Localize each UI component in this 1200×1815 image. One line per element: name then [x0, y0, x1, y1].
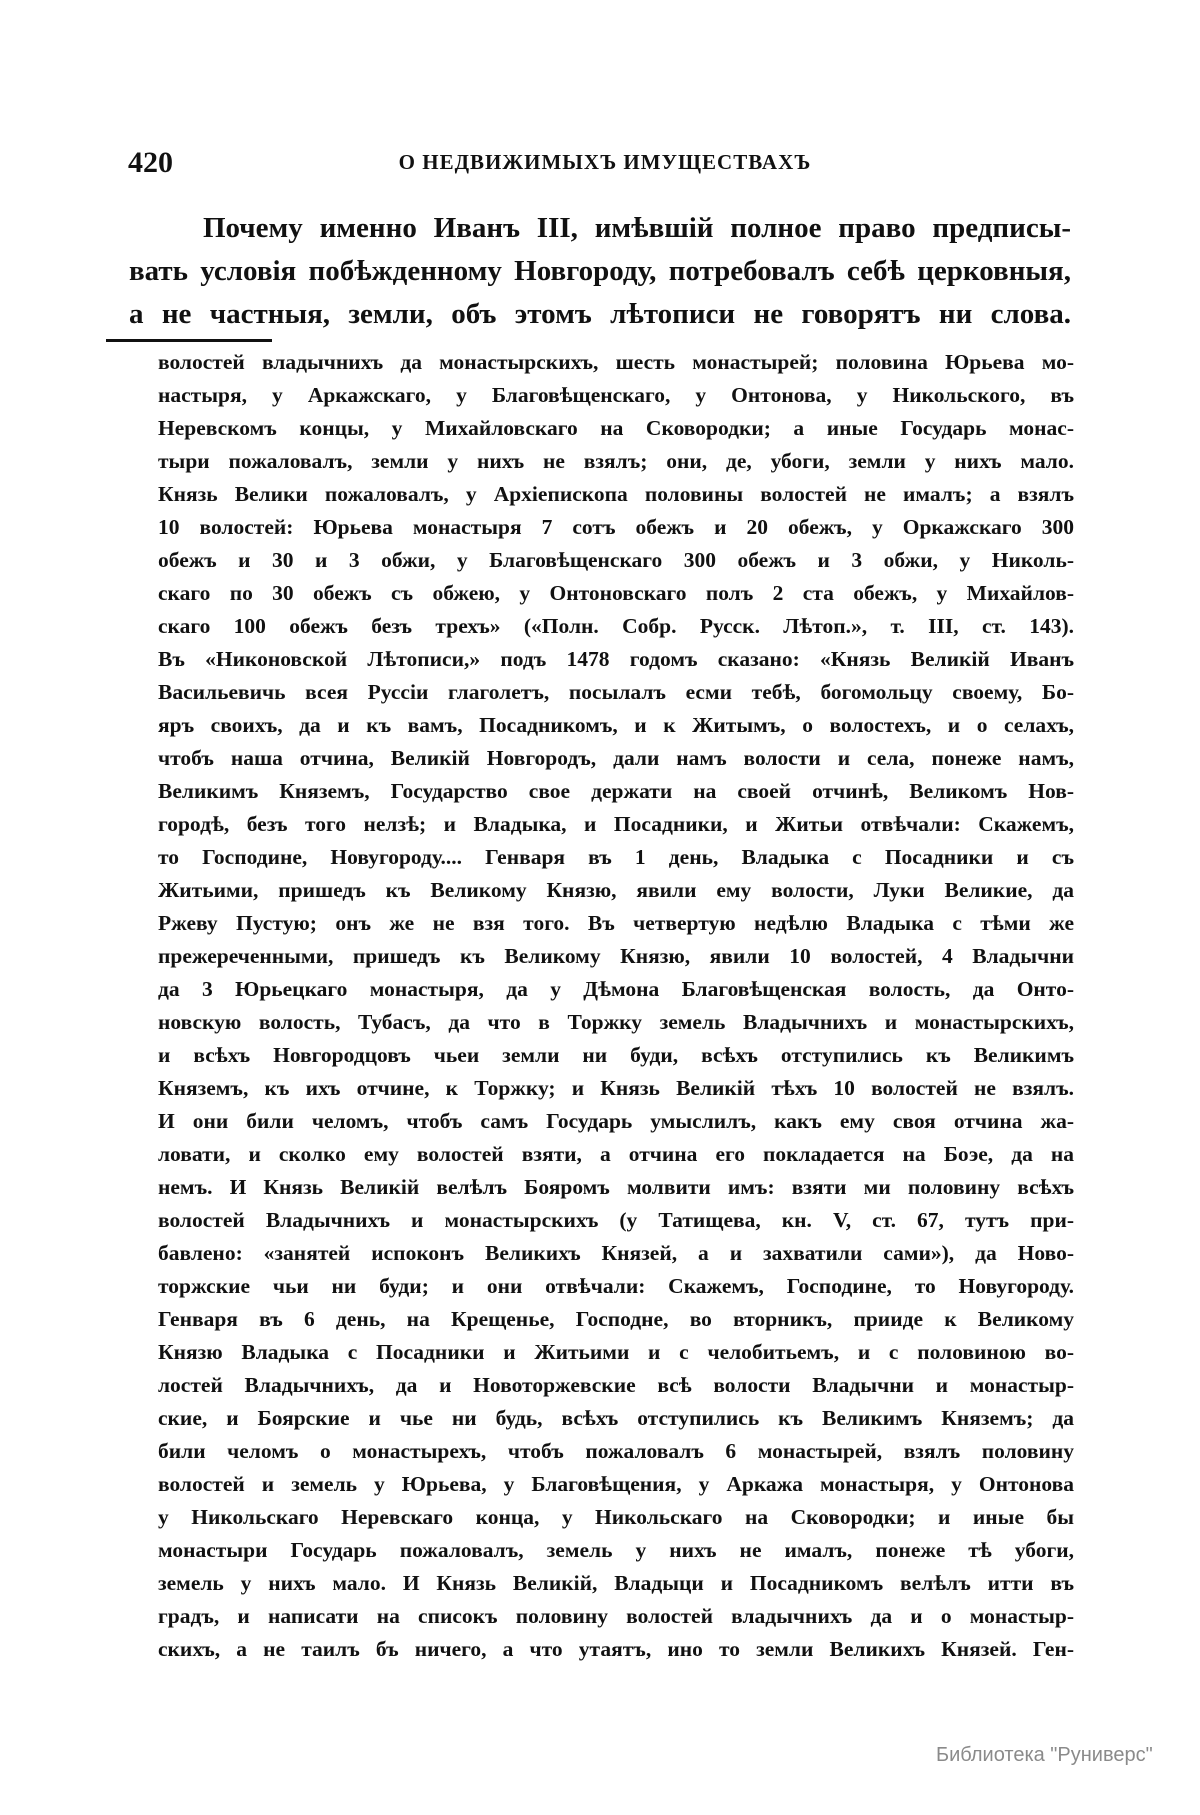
text-line: Почему именно Иванъ III, имѣвшій полное право предписы- [203, 212, 1071, 244]
footnote-line: Житьими, пришедъ къ Великому Князю, явили ему волости, Луки Великие, да [158, 878, 1074, 902]
footnote-line: градъ, и написати на списокъ половину волостей владычнихъ да и о монастыр- [158, 1604, 1074, 1628]
page-number: 420 [128, 146, 173, 179]
footnote-line: И они били челомъ, чтобъ самъ Государь умыслилъ, какъ ему своя отчина жа- [158, 1109, 1074, 1133]
footnote-line: волостей владычнихъ да монастырскихъ, шесть монастырей; половина Юрьева мо- [158, 350, 1074, 374]
footnote-line: волостей Владычнихъ и монастырскихъ (у Татищева, кн. V, ст. 67, тутъ при- [158, 1208, 1074, 1232]
footnote-line: Генваря въ 6 день, на Крещенье, Господне, во вторникъ, прииде к Великому [158, 1307, 1074, 1331]
footnote-line: Ржеву Пустую; онъ же не взя того. Въ четвертую недѣлю Владыка с тѣми же [158, 911, 1074, 935]
footnote-line: обежъ и 30 и 3 обжи, у Благовѣщенскаго 300 обежъ и 3 обжи, у Николь- [158, 548, 1074, 572]
footnote-line: и всѣхъ Новгородцовъ чьеи земли ни буди, всѣхъ отступились къ Великимъ [158, 1043, 1074, 1067]
footnote-line: новскую волость, Тубасъ, да что в Торжку земель Владычнихъ и монастырскихъ, [158, 1010, 1074, 1034]
footnote-divider [106, 339, 272, 342]
footnote-line: городѣ, безъ того нелзѣ; и Владыка, и Посадники, и Житьи отвѣчали: Скажемъ, [158, 812, 1074, 836]
main-paragraph [129, 207, 1071, 336]
footnote-line: немъ. И Князь Великій велѣлъ Бояромъ молвити имъ: взяти ми половину всѣхъ [158, 1175, 1074, 1199]
text-line: вать условія побѣжденному Новгороду, потребовалъ себѣ церковныя, [129, 255, 1071, 287]
footnote-line: ские, и Боярские и чье ни будь, всѣхъ отступились къ Великимъ Княземъ; да [158, 1406, 1074, 1430]
footnote-line: скаго 100 обежъ безъ трехъ» («Полн. Собр. Русск. Лѣтоп.», т. III, ст. 143). [158, 614, 1074, 638]
footnote-line: торжские чьи ни буди; и они отвѣчали: Скажемъ, Господине, то Новугороду. [158, 1274, 1074, 1298]
footnote-line: Великимъ Княземъ, Государство свое держати на своей отчинѣ, Великомъ Нов- [158, 779, 1074, 803]
library-watermark: Библиотека "Руниверс" [936, 1744, 1153, 1766]
footnote-line: тыри пожаловалъ, земли у нихъ не взялъ; они, де, убоги, земли у нихъ мало. [158, 449, 1074, 473]
footnote-line: то Господине, Новугороду.... Генваря въ 1 день, Владыка с Посадники и съ [158, 845, 1074, 869]
footnote-line: Княземъ, къ ихъ отчине, к Торжку; и Князь Великій тѣхъ 10 волостей не взялъ. [158, 1076, 1074, 1100]
footnote-line: ловати, и сколко ему волостей взяти, а отчина его покладается на Боэе, да на [158, 1142, 1074, 1166]
footnote-line: били челомъ о монастырехъ, чтобъ пожаловалъ 6 монастырей, взялъ половину [158, 1439, 1074, 1463]
footnote-line: да 3 Юрьецкаго монастыря, да у Дѣмона Благовѣщенская волость, да Онто- [158, 977, 1074, 1001]
footnote [158, 346, 1074, 1666]
footnote-line: Князь Велики пожаловалъ, у Архіепископа половины волостей не ималъ; а взялъ [158, 482, 1074, 506]
footnote-line: настыря, у Аркажскаго, у Благовѣщенскаго, у Онтонова, у Никольского, въ [158, 383, 1074, 407]
footnote-line: земель у нихъ мало. И Князь Великій, Владыци и Посадникомъ велѣлъ итти въ [158, 1571, 1074, 1595]
footnote-line: прежереченными, пришедъ къ Великому Князю, явили 10 волостей, 4 Владычни [158, 944, 1074, 968]
footnote-line: чтобъ наша отчина, Великій Новгородъ, дали намъ волости и села, понеже намъ, [158, 746, 1074, 770]
footnote-line: 10 волостей: Юрьева монастыря 7 сотъ обежъ и 20 обежъ, у Оркажскаго 300 [158, 515, 1074, 539]
footnote-line: Неревскомъ концы, у Михайловскаго на Сковородки; а иные Государь монас- [158, 416, 1074, 440]
running-head: О НЕДВИЖИМЫХЪ ИМУЩЕСТВАХЪ [398, 150, 812, 174]
text-line: а не частныя, земли, объ этомъ лѣтописи не говорятъ ни слова. [129, 298, 1071, 330]
footnote-line: скаго по 30 обежъ съ обжею, у Онтоновскаго полъ 2 ста обежъ, у Михайлов- [158, 581, 1074, 605]
footnote-line: скихъ, а не таилъ бъ ничего, а что утаятъ, ино то земли Великихъ Князей. Ген- [158, 1637, 1074, 1661]
footnote-line: бавлено: «занятей испоконъ Великихъ Князей, а и захватили сами»), да Ново- [158, 1241, 1074, 1265]
footnote-line: монастыри Государь пожаловалъ, земель у нихъ не ималъ, понеже тѣ убоги, [158, 1538, 1074, 1562]
footnote-line: волостей и земель у Юрьева, у Благовѣщения, у Аркажа монастыря, у Онтонова [158, 1472, 1074, 1496]
footnote-line: Въ «Никоновской Лѣтописи,» подъ 1478 годомъ сказано: «Князь Великій Иванъ [158, 647, 1074, 671]
footnote-line: яръ своихъ, да и къ вамъ, Посадникомъ, и к Житымъ, о волостехъ, и о селахъ, [158, 713, 1074, 737]
footnote-line: лостей Владычнихъ, да и Новоторжевские всѣ волости Владычни и монастыр- [158, 1373, 1074, 1397]
footnote-line: у Никольскаго Неревскаго конца, у Никольскаго на Сковородки; и иные бы [158, 1505, 1074, 1529]
footnote-line: Князю Владыка с Посадники и Житьими и с челобитьемъ, и с половиною во- [158, 1340, 1074, 1364]
footnote-line: Васильевичь всея Руссіи глаголетъ, посылалъ есми тебѣ, богомольцу своему, Бо- [158, 680, 1074, 704]
